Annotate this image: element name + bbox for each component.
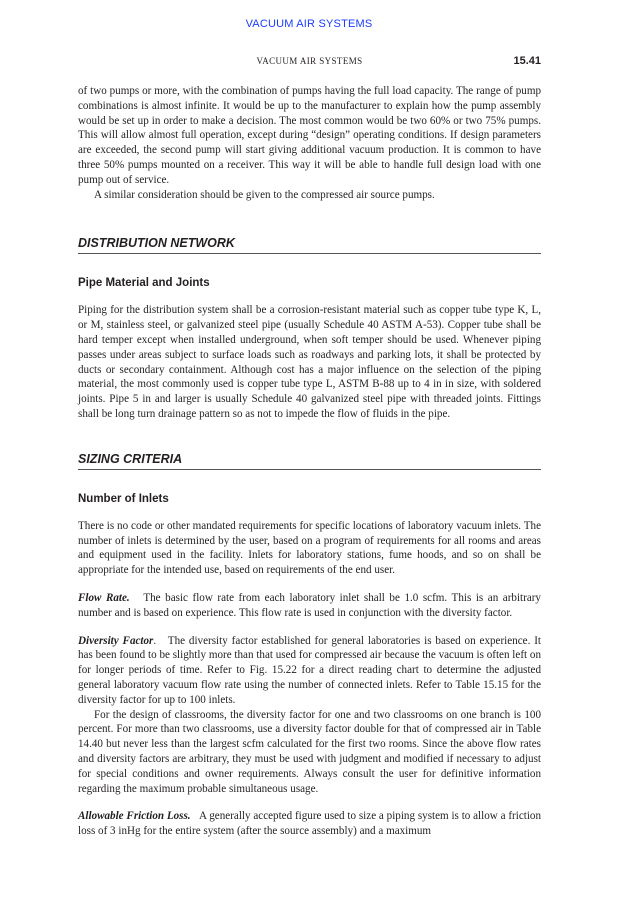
inlets-paragraph: There is no code or other mandated requirements for specific locations of laboratory vacuum inlets. The number of inlets is determined by the user, based on a program of requirements for all rooms and areas and equipment used in the facility. Inlets for laboratory stations, fume hoods, and so on shall be appropriate for the intended use, based on requirements of the end user. — [78, 519, 541, 577]
source-pumps-paragraph: A similar consideration should be given to the compressed air source pumps. — [94, 188, 435, 201]
section-heading-distribution-network: DISTRIBUTION NETWORK — [78, 236, 541, 254]
flow-rate-text: The basic flow rate from each laboratory inlet shall be 1.0 scfm. This is an arbitrary number and is based on experience. This flow rate is used in conjunction with the diversity factor. — [78, 591, 541, 619]
page-number: 15.41 — [513, 55, 541, 67]
friction-loss-label: Allowable Friction Loss. — [78, 810, 191, 823]
flow-rate-paragraph — [78, 591, 541, 621]
pipe-material-paragraph: Piping for the distribution system shall be a corrosion-resistant material such as copper tube type K, L, or M, stainless steel, or galvanized steel pipe (usually Schedule 40 ASTM A-53). Copper tube shall be hard temper except when installed underground, when soft temper should be used. Whenever piping passes under areas subject to surface loads such as roadways and parking lots, it shall be protected by ducts or secondary containment. Although cost has a major influence on the selection of the piping material, the most commonly used is copper tube type L, ASTM B-88 up to 4 in in size, with soldered joints. Pipe 5 in and larger is usually Schedule 40 galvanized steel pipe with threaded joints. Fittings shall be long turn drainage pattern so as not to impede the flow of fluids in the pipe. — [78, 304, 541, 420]
classrooms-paragraph: For the design of classrooms, the diversity factor for one and two classrooms on one branch is 100 percent. For more than two classrooms, use a diversity factor double for that of compressed air in Table 14.40 but never less than the largest scfm calculated for the first two rooms. Since the above flow rates and diversity factors are arbitrary, they must be used with judgment and modified if necessary to adjust for special conditions and owner requirements. Always consult the user for definitive information regarding the maximum probable simultaneous usage. — [78, 708, 541, 795]
intro-paragraph: of two pumps or more, with the combination of pumps having the full load capacity. The range of pump combinations is almost infinite. It would be up to the manufacturer to explain how the pump assembly would be set up in order to make a decision. The most common would be two 60% or two 75% pumps. This will allow almost full operation, except during “design” operating conditions. If design parameters are exceeded, the second pump will start giving additional vacuum production. It is common to have three 50% pumps mounted on a receiver. This way it will be able to handle full design load with one pump out of service. — [78, 85, 541, 186]
diversity-factor-label: Diversity Factor — [78, 634, 154, 647]
friction-loss-paragraph — [78, 809, 541, 839]
page-body — [78, 84, 541, 839]
subheading-pipe-material: Pipe Material and Joints — [78, 277, 210, 290]
diversity-factor-text: The diversity factor established for general laboratories is based on experience. It has been found to be slightly more than that used for compressed air because the vacuum is often left on for longer periods of time. Refer to Fig. 15.22 for a direct reading chart to determine the adjusted general laboratory vacuum flow rate using the number of connected inlets. Refer to Table 15.15 for the diversity factor for up to 100 inlets. — [78, 634, 541, 706]
friction-loss-text: A generally accepted figure used to size a piping system is to allow a friction loss of 3 inHg for the entire system (after the source assembly) and a maximum — [78, 810, 541, 838]
flow-rate-label: Flow Rate. — [78, 591, 130, 604]
running-head — [78, 55, 541, 69]
section-heading-sizing-criteria: SIZING CRITERIA — [78, 452, 541, 470]
subheading-number-of-inlets: Number of Inlets — [78, 492, 169, 505]
running-head-title: VACUUM AIR SYSTEMS — [256, 56, 363, 66]
diversity-factor-paragraph: Diversity Factor. The diversity factor established for general laboratories is based on experience. It has been found to be slightly more than that used for compressed air because the vacuum is often left on for longer periods of time. Refer to Fig. 15.22 for a direct reading chart to determine the adjusted general laboratory vacuum flow rate using the number of connected inlets. Refer to Table 15.15 for the diversity factor for up to 100 inlets. — [78, 634, 541, 706]
top-banner: VACUUM AIR SYSTEMS — [245, 18, 373, 30]
